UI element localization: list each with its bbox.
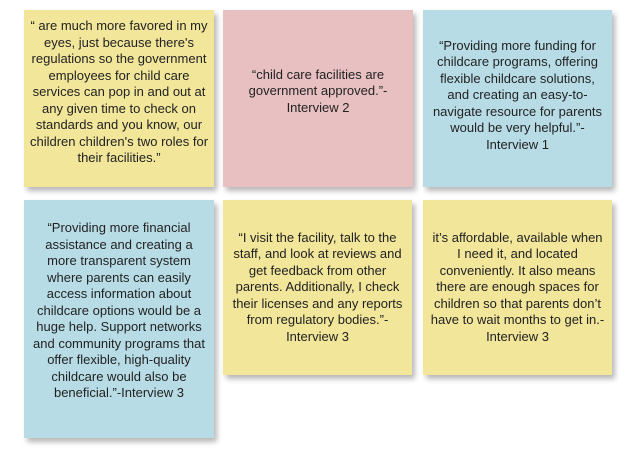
sticky-note-5[interactable] [223,200,412,375]
sticky-note-2[interactable] [223,10,413,187]
sticky-note-text: “child care facilities are government approved.”- Interview 2 [248,66,388,115]
sticky-note-text: “Providing more funding for childcare programs, offering flexible childcare solutions, and creating an easy-to-navigate resource for parents would be very helpful.”- Interview 1 [432,37,603,152]
sticky-note-4[interactable] [24,200,214,438]
sticky-note-1[interactable] [24,10,214,187]
sticky-note-text: “Providing more financial assistance and creating a more transparent system where parents can easily access information about childcare options would be a huge help. Support networks and community programs that offer flexible, high-quality childcare would also be beneficial.”-Interview 3 [33,220,205,400]
sticky-note-6[interactable] [423,200,612,375]
sticky-note-text: “ are much more favored in my eyes, just because there's regulations so the government employees for child care services can pop in and out at any given time to check on standards and you know, our children children's two roles for their facilities.” [29,18,209,165]
sticky-note-text: “I visit the facility, talk to the staff, and look at reviews and get feedback from other parents. Additionally, I check their licenses and any reports from regulatory bodies.”- Interview 3 [232,229,403,344]
sticky-note-3[interactable] [423,10,612,187]
sticky-note-text: it’s affordable, available when I need it, and located conveniently. It also means there are enough spaces for children so that parents don’t have to wait months to get in.- Interview 3 [430,229,605,344]
